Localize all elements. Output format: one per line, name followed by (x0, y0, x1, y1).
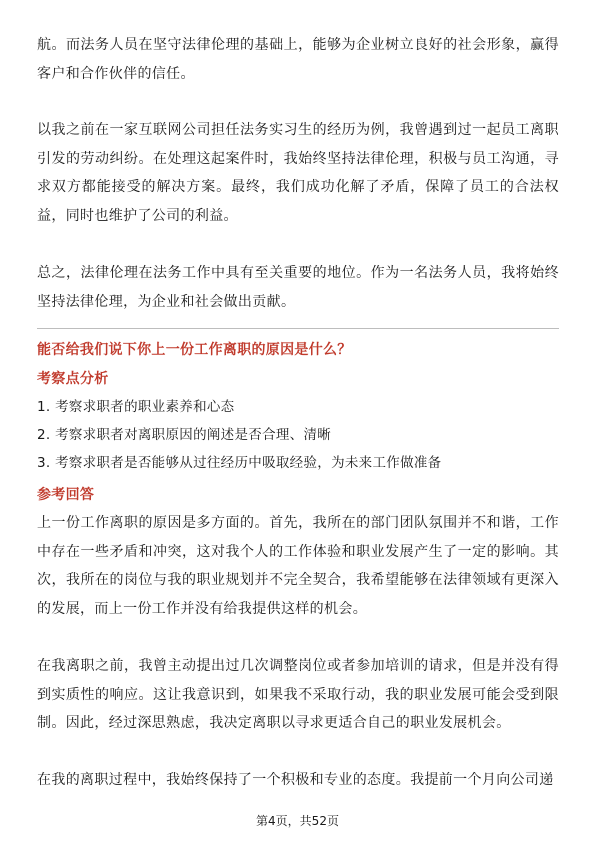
page-number-footer: 第4页，共52页 (256, 814, 339, 828)
section-divider (37, 328, 559, 329)
paragraph-conclusion: 总之，法律伦理在法务工作中具有至关重要的地位。作为一名法务人员，我将始终坚持法律伦理，为企业和社会做出贡献。 (37, 265, 559, 310)
analysis-item: 2. 考察求职者对离职原因的阐述是否合理、清晰 (37, 427, 332, 443)
analysis-item: 1. 考察求职者的职业素养和心态 (37, 399, 235, 415)
interview-question: 能否给我们说下你上一份工作离职的原因是什么？ (37, 342, 352, 358)
paragraph-ethics-image: 航。而法务人员在坚守法律伦理的基础上，能够为企业树立良好的社会形象，赢得客户和合作伙伴的信任。 (37, 37, 559, 82)
answer-paragraph: 在我的离职过程中，我始终保持了一个积极和专业的态度。我提前一个月向公司递 (37, 772, 554, 788)
analysis-item: 3. 考察求职者是否能够从过往经历中吸取经验，为未来工作做准备 (37, 455, 442, 471)
paragraph-internship-example: 以我之前在一家互联网公司担任法务实习生的经历为例，我曾遇到过一起员工离职引发的劳动纠纷。在处理这起案件时，我始终坚持法律伦理，积极与员工沟通，寻求双方都能接受的解决方案。最终，我们成功化解了矛盾，保障了员工的合法权益，同时也维护了公司的利益。 (37, 122, 559, 224)
analysis-heading: 考察点分析 (37, 371, 109, 387)
answer-paragraph: 在我离职之前，我曾主动提出过几次调整岗位或者参加培训的请求，但是并没有得到实质性的响应。这让我意识到，如果我不采取行动，我的职业发展可能会受到限制。因此，经过深思熟虑，我决定离职以寻求更适合自己的职业发展机会。 (37, 658, 559, 731)
answer-paragraph: 上一份工作离职的原因是多方面的。首先，我所在的部门团队氛围并不和谐，工作中存在一些矛盾和冲突，这对我个人的工作体验和职业发展产生了一定的影响。其次，我所在的岗位与我的职业规划并不完全契合，我希望能够在法律领域有更深入的发展，而上一份工作并没有给我提供这样的机会。 (37, 515, 559, 617)
answer-heading: 参考回答 (37, 487, 95, 503)
